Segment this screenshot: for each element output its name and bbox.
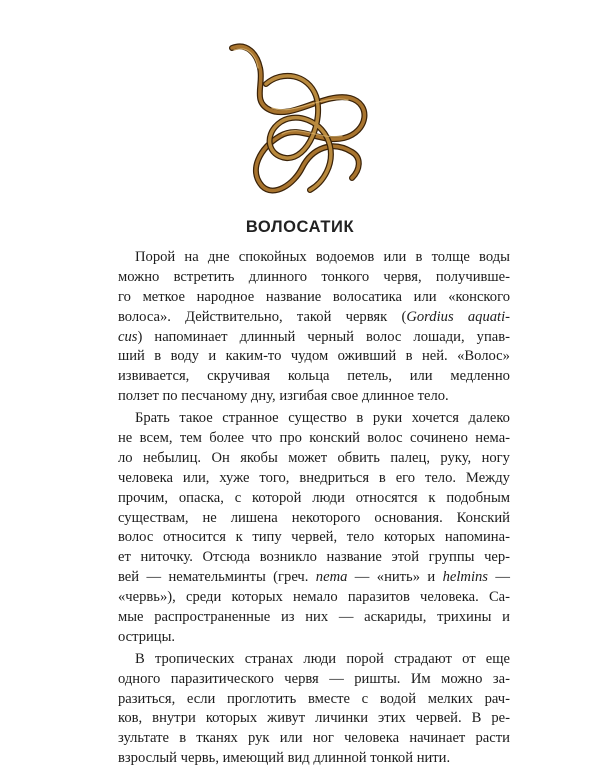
text-line: острицы. [118,628,176,645]
paragraph [118,409,510,648]
text-line: ков, внутри которых живут личинки этих червей. В ре- [118,710,510,727]
text-line: ло небылиц. Он якобы может обвить палец, руку, ногу [118,449,510,466]
paragraph [118,248,510,407]
text-line: вей — немательминты (греч. nema — «нить» и helmins — [118,569,510,586]
horsehair-worm-icon [212,40,382,200]
text-line: существам, не лишена некоторого основания. Конский [118,509,510,526]
text-line: не всем, тем более что про конский волос сочинено нема- [118,430,511,447]
text-line: «червь»), среди которых немало паразитов человека. Са- [118,589,511,606]
text-line: одного паразитического червя — ришты. Им можно за- [118,670,510,687]
page-title: ВОЛОСАТИК [245,218,355,236]
text-line: человека или, хуже того, внедриться в его тело. Между [118,469,510,486]
text-line: ший в воду и каким-то чудом оживший в ней. «Волос» [118,348,510,365]
text-line: разиться, если проглотить вместе с водой мелких рач- [118,690,510,707]
text-line: Брать такое странное существо в руки хочется далеко [135,410,510,427]
text-line: cus) напоминает длинный черный волос лошади, упав- [118,328,511,345]
text-line: Порой на дне спокойных водоемов или в толще воды [135,249,510,265]
article-body [118,248,510,771]
text-line: взрослый червь, имеющий вид длинной тонкой нити. [118,750,451,767]
text-line: можно встретить длинного тонкого червя, получивше- [118,268,510,285]
paragraph [118,650,510,769]
text-line: ползет по песчаному дну, изгибая свое длинное тело. [118,388,449,405]
text-line: прочим, опаска, с которой люди относятся к подобным [118,489,510,506]
text-line: мые распространенные из них — аскариды, трихины и [118,609,510,626]
text-line: го меткое народное название волосатика или «конского [118,288,510,305]
text-line: зультате в тканях рук или ног человека начинает расти [118,730,510,747]
text-line: ет ниточку. Отсюда возникло название этой группы чер- [118,549,511,566]
text-line: волос относится к типу червей, тело которых напомина- [118,529,510,546]
text-line: В тропических странах люди порой страдают от еще [135,650,510,667]
text-line: волоса». Действительно, такой червяк (Gordius aquati- [118,308,511,325]
text-line: извивается, скручивая кольца петель, или медленно [118,368,510,385]
